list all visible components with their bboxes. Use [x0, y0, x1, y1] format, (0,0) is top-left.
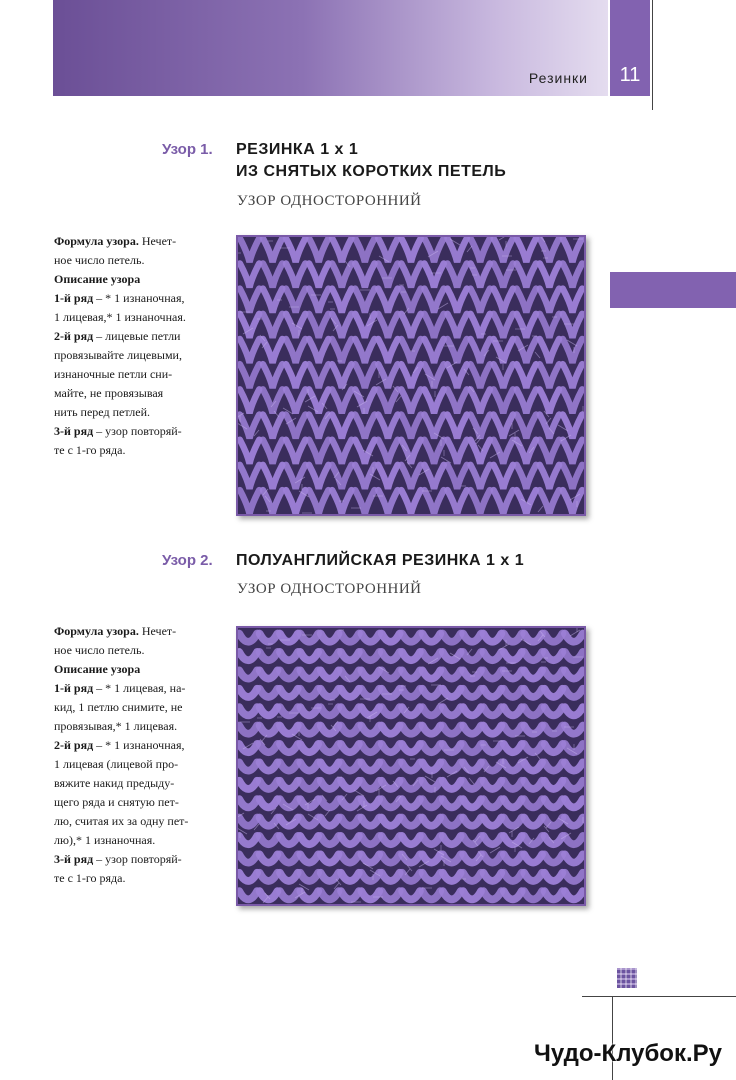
description-text: Нечет- — [138, 624, 177, 638]
description-line — [54, 850, 218, 869]
description-line — [54, 327, 218, 346]
description-text: лю),* 1 изнаночная. — [54, 833, 156, 847]
description-text: изнаночные петли сни- — [54, 367, 173, 381]
description-bold-text: 3-й ряд — [54, 852, 94, 866]
description-text: – * 1 изнаночная, — [93, 291, 185, 305]
description-line — [54, 308, 218, 327]
description-line — [54, 831, 218, 850]
pattern-1-knit-image — [238, 237, 584, 514]
description-text: провязывая,* 1 лицевая. — [54, 719, 178, 733]
description-text: – узор повторяй- — [93, 852, 182, 866]
pattern-1-subtitle: УЗОР ОДНОСТОРОННИЙ — [237, 193, 422, 209]
pattern-1-title — [236, 139, 506, 183]
pattern-2-label: Узор 2. — [162, 552, 213, 569]
pattern-1-label: Узор 1. — [162, 141, 213, 158]
site-watermark: Чудо-Клубок.Ру — [534, 1040, 722, 1067]
description-line — [54, 774, 218, 793]
description-bold-text: 1-й ряд — [54, 291, 94, 305]
description-bold-text: Формула узора. — [54, 624, 139, 638]
description-bold-text: Формула узора. — [54, 234, 139, 248]
description-line — [54, 660, 218, 679]
description-line — [54, 622, 218, 641]
description-line — [54, 755, 218, 774]
description-line — [54, 232, 218, 251]
description-text: майте, не провязывая — [54, 386, 164, 400]
pattern-1-knit-photo — [236, 235, 586, 516]
description-line — [54, 365, 218, 384]
description-text: вяжите накид предыду- — [54, 776, 175, 790]
pattern-1-title-line: ИЗ СНЯТЫХ КОРОТКИХ ПЕТЕЛЬ — [236, 163, 507, 180]
description-line — [54, 422, 218, 441]
description-line — [54, 869, 218, 888]
description-bold-text: 3-й ряд — [54, 424, 94, 438]
description-text: лю, считая их за одну пет- — [54, 814, 189, 828]
corner-square-ornament — [617, 968, 637, 988]
pattern-2-title — [236, 550, 524, 572]
description-text: 1 лицевая (лицевой про- — [54, 757, 179, 771]
description-line — [54, 812, 218, 831]
description-text: кид, 1 петлю снимите, не — [54, 700, 183, 714]
description-line — [54, 384, 218, 403]
side-marker-tab — [610, 272, 736, 308]
top-divider-line — [652, 0, 653, 110]
description-text: щего ряда и снятую пет- — [54, 795, 179, 809]
pattern-2-description — [54, 622, 218, 888]
description-line — [54, 441, 218, 460]
description-bold-text: Описание узора — [54, 272, 141, 286]
pattern-2-knit-image — [238, 628, 584, 904]
pattern-1-description — [54, 232, 218, 460]
description-line — [54, 641, 218, 660]
page-number-tab — [610, 0, 650, 96]
pattern-2-title-line: ПОЛУАНГЛИЙСКАЯ РЕЗИНКА 1 х 1 — [236, 552, 525, 569]
description-text: – * 1 лицевая, на- — [93, 681, 186, 695]
description-line — [54, 717, 218, 736]
bottom-horizontal-line — [582, 996, 736, 997]
description-bold-text: 2-й ряд — [54, 329, 94, 343]
description-text: ное число петель. — [54, 253, 145, 267]
description-text: те с 1-го ряда. — [54, 871, 126, 885]
page-number: 11 — [619, 64, 641, 86]
description-text: – узор повторяй- — [93, 424, 182, 438]
description-line — [54, 698, 218, 717]
pattern-2-knit-photo — [236, 626, 586, 906]
description-bold-text: 1-й ряд — [54, 681, 94, 695]
description-line — [54, 251, 218, 270]
description-text: Нечет- — [138, 234, 177, 248]
description-text: – * 1 изнаночная, — [93, 738, 185, 752]
description-line — [54, 270, 218, 289]
pattern-2-subtitle: УЗОР ОДНОСТОРОННИЙ — [237, 581, 422, 597]
description-text: ное число петель. — [54, 643, 145, 657]
description-bold-text: Описание узора — [54, 662, 141, 676]
description-text: те с 1-го ряда. — [54, 443, 126, 457]
description-text: 1 лицевая,* 1 изнаночная. — [54, 310, 186, 324]
section-title: Резинки — [528, 70, 588, 86]
description-line — [54, 793, 218, 812]
description-text: – лицевые петли — [93, 329, 181, 343]
description-bold-text: 2-й ряд — [54, 738, 94, 752]
description-line — [54, 736, 218, 755]
description-text: провязывайте лицевыми, — [54, 348, 182, 362]
header-banner — [53, 0, 608, 96]
description-line — [54, 289, 218, 308]
pattern-1-title-line: РЕЗИНКА 1 х 1 — [236, 141, 359, 158]
description-text: нить перед петлей. — [54, 405, 151, 419]
description-line — [54, 679, 218, 698]
description-line — [54, 346, 218, 365]
description-line — [54, 403, 218, 422]
